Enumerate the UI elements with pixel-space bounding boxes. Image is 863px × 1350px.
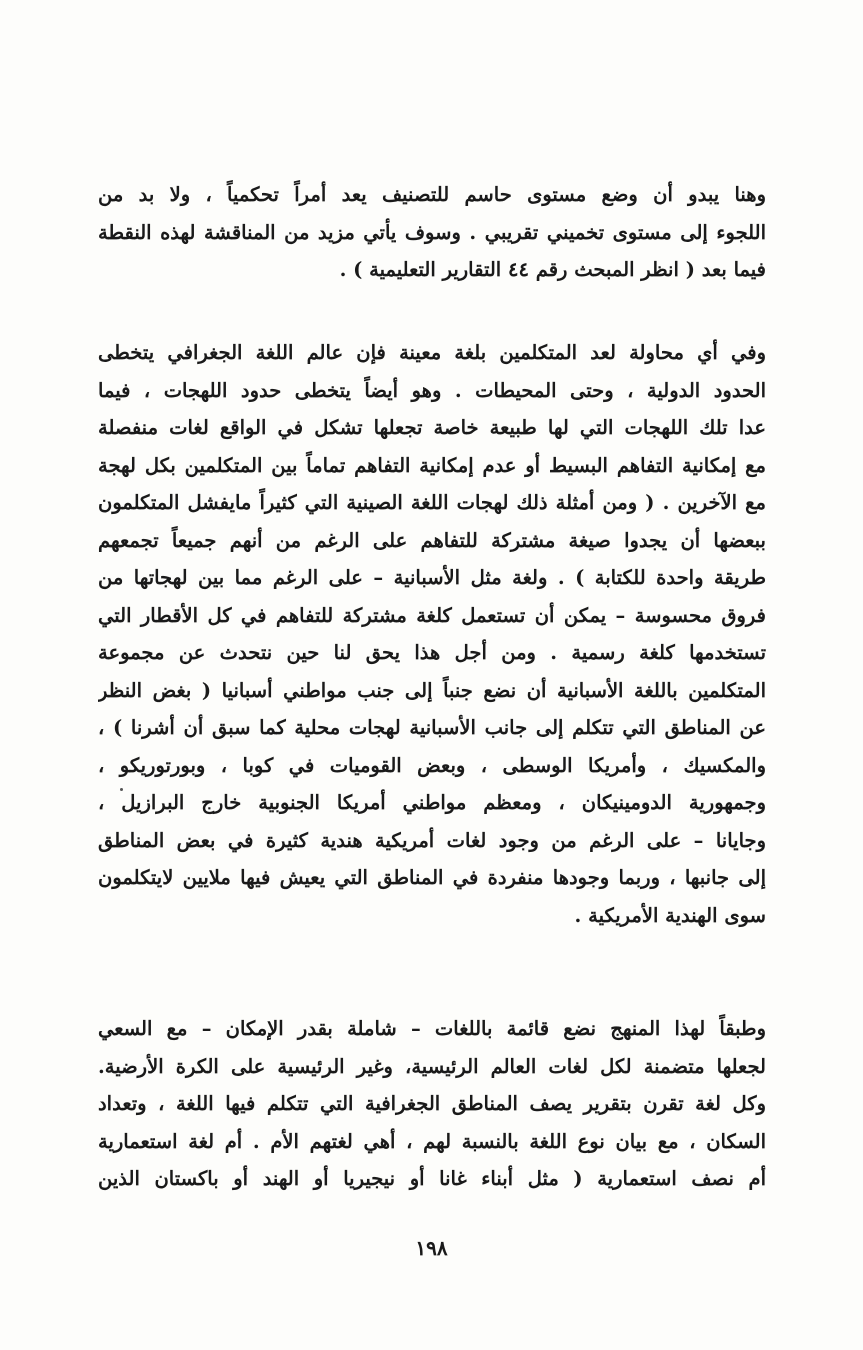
text-line: وجايانا – على الرغم من وجود لغات أمريكية هندية كثيرة في بعض المناطق xyxy=(98,828,766,852)
text-line: الحدود الدولية ، وحتى المحيطات . وهو أيضاً يتخطى حدود اللهجات ، فيما xyxy=(98,378,766,402)
text-line: لجعلها متضمنة لكل لغات العالم الرئيسية، وغير الرئيسية على الكرة الأرضية. xyxy=(98,1054,766,1078)
text-line: ببعضها أن يجدوا صيغة مشتركة للتفاهم على الرغم من أنهم جميعاً تجمعهم xyxy=(98,528,766,552)
text-line: مع الآخرين . ( ومن أمثلة ذلك لهجات اللغة الصينية التي كثيراً مايفشل المتكلمون xyxy=(98,491,766,514)
page-number: ١٩٨ xyxy=(415,1236,448,1260)
text-line: اللجوء إلى مستوى تخميني تقريبي . وسوف يأتي مزيد من المناقشة لهذه النقطة xyxy=(98,220,766,244)
text-line: والمكسيك ، وأمريكا الوسطى ، وبعض القوميات في كوبا ، وبورتوريكو ، xyxy=(98,753,766,777)
text-line: وهنا يبدو أن وضع مستوى حاسم للتصنيف يعد أمراً تحكمياً ، ولا بد من xyxy=(98,183,766,206)
text-line: طريقة واحدة للكتابة ) . ولغة مثل الأسبانية – على الرغم مما بين لهجاتها من xyxy=(98,566,766,589)
text-line: أم نصف استعمارية ( مثل أبناء غانا أو نيجيريا أو الهند أو باكستان الذين xyxy=(98,1167,766,1190)
paragraph-2 xyxy=(98,334,766,934)
paragraph-3 xyxy=(98,1010,766,1198)
text-line: السكان ، مع بيان نوع اللغة بالنسبة لهم ، أهي لغتهم الأم . أم لغة استعمارية xyxy=(98,1129,766,1153)
scan-speck xyxy=(120,788,123,791)
text-line: وفي أي محاولة لعد المتكلمين بلغة معينة فإن عالم اللغة الجغرافي يتخطى xyxy=(98,341,766,364)
text-line: إلى جانبها ، وربما وجودها منفردة في المناطق التي يعيش فيها ملايين لايتكلمون xyxy=(98,866,766,889)
text-line: فيما بعد ( انظر المبحث رقم ٤٤ التقارير التعليمية ) . xyxy=(339,258,766,281)
text-line: وكل لغة تقرن بتقرير يصف المناطق الجغرافية التي تتكلم فيها اللغة ، وتعداد xyxy=(98,1092,766,1115)
text-line: سوى الهندية الأمريكية . xyxy=(574,903,766,927)
text-line: تستخدمها كلغة رسمية . ومن أجل هذا يحق لنا حين نتحدث عن مجموعة xyxy=(98,641,766,664)
text-line: وجمهورية الدومينيكان ، ومعظم مواطني أمريكا الجنوبية خارج البرازيل ، xyxy=(98,791,766,814)
text-line: عدا تلك اللهجات التي لها طبيعة خاصة تجعلها تشكل في الواقع لغات منفصلة xyxy=(98,416,766,439)
paragraph-1 xyxy=(98,176,766,289)
text-line: مع إمكانية التفاهم البسيط أو عدم إمكانية التفاهم تماماً بين المتكلمين بكل لهجة xyxy=(98,453,766,477)
text-line: عن المناطق التي تتكلم إلى جانب الأسبانية لهجات محلية كما سبق أن أشرنا ) ، xyxy=(98,716,766,739)
text-line: المتكلمين باللغة الأسبانية أن نضع جنباً إلى جنب مواطني أسبانيا ( بغض النظر xyxy=(98,678,766,702)
text-line: وطبقاً لهذا المنهج نضع قائمة باللغات – شاملة بقدر الإمكان – مع السعي xyxy=(98,1017,766,1040)
text-line: فروق محسوسة – يمكن أن تستعمل كلغة مشتركة للتفاهم في كل الأقطار التي xyxy=(98,603,766,627)
